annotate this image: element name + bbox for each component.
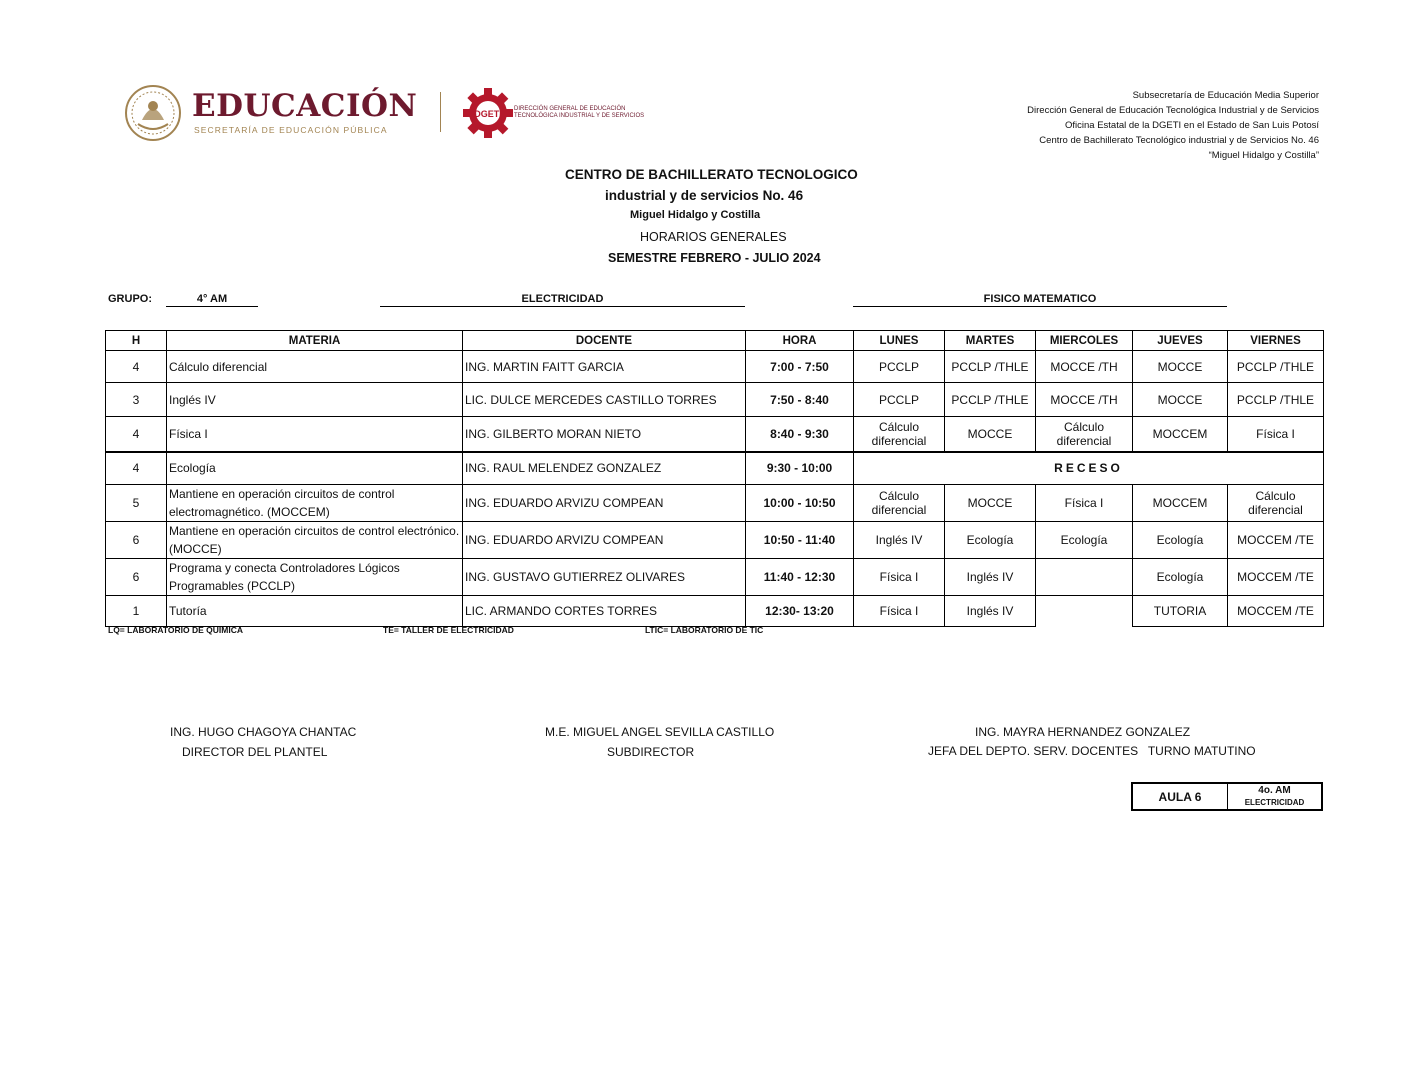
cell-materia: Física I (167, 417, 463, 452)
cell-martes: PCCLP /THLE (945, 351, 1036, 383)
receso-cell: RECESO (854, 452, 1324, 485)
education-wordmark: EDUCACIÓN (192, 88, 418, 124)
specialty-value: FISICO MATEMATICO (853, 293, 1227, 307)
cell-docente: ING. GUSTAVO GUTIERREZ OLIVARES (463, 559, 746, 596)
cell-miercoles: Ecología (1036, 522, 1133, 559)
institution-line: Subsecretaría de Educación Media Superior (1132, 90, 1319, 101)
cell-docente: ING. RAUL MELENDEZ GONZALEZ (463, 452, 746, 485)
seal-icon (122, 84, 184, 142)
cell-viernes: PCCLP /THLE (1228, 383, 1324, 417)
header-hora: HORA (746, 331, 854, 351)
director-title: DIRECTOR DEL PLANTEL (182, 745, 328, 759)
institution-block (1027, 88, 1319, 163)
cell-lunes: Física I (854, 596, 945, 627)
cell-docente: ING. EDUARDO ARVIZU COMPEAN (463, 485, 746, 522)
table-row (106, 383, 1324, 417)
institution-line: Oficina Estatal de la DGETI en el Estado de San Luis Potosí (1065, 120, 1319, 131)
jefa-name: ING. MAYRA HERNANDEZ GONZALEZ (975, 725, 1191, 739)
cell-martes: Ecología (945, 522, 1036, 559)
cell-lunes: Cálculo diferencial (854, 417, 945, 452)
schedule-table (105, 330, 1324, 627)
cell-miercoles: MOCCE /TH (1036, 383, 1133, 417)
cell-docente: ING. EDUARDO ARVIZU COMPEAN (463, 522, 746, 559)
cell-h: 6 (106, 522, 167, 559)
cell-jueves: MOCCE (1133, 383, 1228, 417)
institution-line: Centro de Bachillerato Tecnológico industrial y de Servicios No. 46 (1039, 135, 1319, 146)
cell-viernes: Cálculo diferencial (1228, 485, 1324, 522)
schedule-title: HORARIOS GENERALES (640, 230, 787, 244)
cell-lunes: PCCLP (854, 383, 945, 417)
cell-martes: MOCCE (945, 485, 1036, 522)
aula-group: 4o. AM (1258, 785, 1291, 796)
aula-box (1131, 782, 1323, 811)
subdirector-title: SUBDIRECTOR (607, 745, 695, 759)
group-value: 4° AM (166, 293, 258, 307)
cell-materia: Inglés IV (167, 383, 463, 417)
cell-hora: 10:00 - 10:50 (746, 485, 854, 522)
cell-hora: 10:50 - 11:40 (746, 522, 854, 559)
cell-docente: ING. GILBERTO MORAN NIETO (463, 417, 746, 452)
cell-h: 4 (106, 351, 167, 383)
table-header-row (106, 331, 1324, 351)
cell-miercoles: Física I (1036, 485, 1133, 522)
header-logos (122, 82, 662, 144)
cell-h: 4 (106, 417, 167, 452)
header-jueves: JUEVES (1133, 331, 1228, 351)
cell-materia: Ecología (167, 452, 463, 485)
school-honoree: Miguel Hidalgo y Costilla (630, 209, 761, 221)
cell-jueves: MOCCE (1133, 351, 1228, 383)
cell-hora: 7:50 - 8:40 (746, 383, 854, 417)
header-miercoles: MIERCOLES (1036, 331, 1133, 351)
institution-line: Dirección General de Educación Tecnológica Industrial y de Servicios (1027, 105, 1319, 116)
dgeti-gear-icon (462, 86, 514, 140)
logo-divider (440, 92, 441, 132)
header-docente: DOCENTE (463, 331, 746, 351)
cell-jueves: Ecología (1133, 522, 1228, 559)
jefa-title: JEFA DEL DEPTO. SERV. DOCENTES TURNO MATUTINO (928, 744, 1256, 758)
cell-lunes: Física I (854, 559, 945, 596)
cell-h: 1 (106, 596, 167, 627)
header-martes: MARTES (945, 331, 1036, 351)
cell-h: 5 (106, 485, 167, 522)
header-lunes: LUNES (854, 331, 945, 351)
cell-miercoles: Cálculo diferencial (1036, 417, 1133, 452)
table-row (106, 452, 1324, 485)
legend-ltic: LTIC= LABORATORIO DE TIC (645, 625, 764, 635)
cell-martes: Inglés IV (945, 559, 1036, 596)
cell-lunes: PCCLP (854, 351, 945, 383)
cell-docente: LIC. ARMANDO CORTES TORRES (463, 596, 746, 627)
semester-title: SEMESTRE FEBRERO - JULIO 2024 (608, 251, 821, 265)
school-title: CENTRO DE BACHILLERATO TECNOLOGICO (565, 167, 858, 182)
legend-te: TE= TALLER DE ELECTRICIDAD (383, 625, 514, 635)
table-row (106, 559, 1324, 596)
cell-miercoles (1036, 596, 1133, 627)
school-subtitle: industrial y de servicios No. 46 (605, 188, 804, 203)
aula-label: AULA 6 (1133, 784, 1228, 809)
cell-viernes: Física I (1228, 417, 1324, 452)
cell-hora: 7:00 - 7:50 (746, 351, 854, 383)
cell-viernes: MOCCEM /TE (1228, 559, 1324, 596)
dgeti-text: DIRECCIÓN GENERAL DE EDUCACIÓN TECNOLÓGICA INDUSTRIAL Y DE SERVICIOS (514, 106, 645, 119)
table-row (106, 596, 1324, 627)
group-label: GRUPO: (108, 293, 152, 305)
cell-hora: 9:30 - 10:00 (746, 452, 854, 485)
cell-materia: Programa y conecta Controladores Lógicos Programables (PCCLP) (167, 559, 463, 596)
cell-jueves: MOCCEM (1133, 417, 1228, 452)
cell-miercoles (1036, 559, 1133, 596)
cell-materia: Mantiene en operación circuitos de control electrónico. (MOCCE) (167, 522, 463, 559)
cell-viernes: PCCLP /THLE (1228, 351, 1324, 383)
cell-jueves: TUTORIA (1133, 596, 1228, 627)
header-h: H (106, 331, 167, 351)
cell-lunes: Inglés IV (854, 522, 945, 559)
subdirector-name: M.E. MIGUEL ANGEL SEVILLA CASTILLO (545, 725, 775, 739)
cell-jueves: Ecología (1133, 559, 1228, 596)
cell-lunes: Cálculo diferencial (854, 485, 945, 522)
cell-materia: Tutoría (167, 596, 463, 627)
cell-martes: Inglés IV (945, 596, 1036, 627)
svg-text:DGETI: DGETI (474, 109, 502, 119)
cell-h: 3 (106, 383, 167, 417)
institution-line: “Miguel Hidalgo y Costilla” (1208, 150, 1319, 161)
cell-viernes: MOCCEM /TE (1228, 522, 1324, 559)
aula-area: ELECTRICIDAD (1244, 798, 1305, 807)
table-row (106, 485, 1324, 522)
cell-hora: 12:30- 13:20 (746, 596, 854, 627)
cell-jueves: MOCCEM (1133, 485, 1228, 522)
header-materia: MATERIA (167, 331, 463, 351)
cell-viernes: MOCCEM /TE (1228, 596, 1324, 627)
table-row (106, 351, 1324, 383)
cell-materia: Mantiene en operación circuitos de control electromagnético. (MOCCEM) (167, 485, 463, 522)
director-name: ING. HUGO CHAGOYA CHANTAC (170, 725, 357, 739)
cell-h: 6 (106, 559, 167, 596)
cell-materia: Cálculo diferencial (167, 351, 463, 383)
table-row (106, 522, 1324, 559)
table-row (106, 417, 1324, 452)
cell-martes: MOCCE (945, 417, 1036, 452)
legend-lq: LQ= LABORATORIO DE QUIMICA (108, 625, 243, 635)
cell-miercoles: MOCCE /TH (1036, 351, 1133, 383)
header-viernes: VIERNES (1228, 331, 1324, 351)
cell-docente: LIC. DULCE MERCEDES CASTILLO TORRES (463, 383, 746, 417)
sep-subtitle: SECRETARÍA DE EDUCACIÓN PÚBLICA (194, 125, 388, 135)
cell-hora: 8:40 - 9:30 (746, 417, 854, 452)
cell-h: 4 (106, 452, 167, 485)
area-value: ELECTRICIDAD (380, 293, 745, 307)
cell-hora: 11:40 - 12:30 (746, 559, 854, 596)
cell-martes: PCCLP /THLE (945, 383, 1036, 417)
cell-docente: ING. MARTIN FAITT GARCIA (463, 351, 746, 383)
